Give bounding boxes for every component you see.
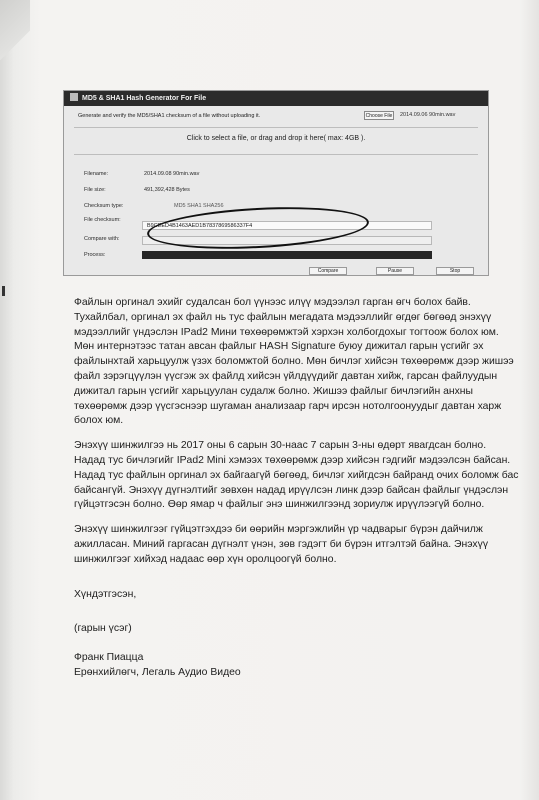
tool-description: Generate and verify the MD5/SHA1 checksum of a file without uploading it.	[78, 113, 261, 119]
filesize-label: File size:	[84, 187, 106, 193]
filename-value: 2014.09.08 90min.wav	[144, 171, 200, 177]
file-drop-zone[interactable]	[74, 127, 478, 155]
signature-placeholder: (гарын үсэг)	[74, 623, 132, 635]
compare-label: Compare with:	[84, 236, 120, 242]
paragraph-metadata: Файлын оргинал эхийг судалсан бол үүнээс илүү мэдээлэл гарган өгч болох байв. Тухайлбал, оргинал эх файл нь тус файлын мегадата мэдээллийг өгдөг бөгөөд энэхүү мэдээллийг үндэслэн IPad2 Мини төхөөрөмжтэй хэрхэн холбогдохыг тогтоож болох юм. Мөн интернэтээс татан авсан файлыг HASH Signature буюу дижитал гарын үсгийг эх файлынхтай харьцуулж үзэх боломжтой болно. Мөн бичлэг хийсэн төхөөрөмж дээр жишээ файл зэрэгцүүлэн үүсгэж эх файлд хийсэн үйлдүүдийг давтан хийж, гарсан файлуудын дижитал гарын үсгийг харьцуулан судалж болно. Жишээ файлыг бичлэгийн анхны төхөөрөмж дээр үүсгэснээр шугаман анализаар гарч ирсэн нотолгоонуудыг давтан харж болох юм.	[74, 297, 514, 427]
drop-hint: Click to select a file, or drag and drop it here( max: 4GB ).	[186, 135, 366, 142]
stop-button[interactable]: Stop	[436, 267, 474, 275]
hash-tool-screenshot	[63, 90, 489, 276]
choose-file-button[interactable]: Choose File	[365, 113, 393, 119]
process-label: Process:	[84, 252, 106, 258]
signer-title: Ерөнхийлөгч, Легаль Аудио Видео	[74, 666, 241, 678]
pause-button[interactable]: Pause	[376, 267, 414, 275]
window-title: MD5 & SHA1 Hash Generator For File	[82, 95, 207, 102]
file-checksum-label: File checksum:	[84, 217, 121, 223]
letter-body	[74, 296, 520, 681]
compare-button[interactable]: Compare	[309, 267, 347, 275]
window-title-bar	[64, 91, 488, 106]
closing: Хүндэтгэсэн,	[74, 588, 137, 600]
process-progress-bar	[142, 251, 432, 259]
margin-mark	[2, 286, 5, 296]
checksum-type-label: Checksum type:	[84, 203, 124, 209]
hand-drawn-circle	[146, 202, 370, 254]
file-checksum-field[interactable]: B9CEED4B1463AED1B7837869586337F4	[142, 221, 432, 230]
app-icon	[70, 93, 78, 101]
filesize-value: 491,392,428 Bytes	[144, 187, 190, 193]
progress-fill	[142, 251, 432, 259]
paragraph-analysis-scope: Энэхүү шинжилгээ нь 2017 оны 6 сарын 30-наас 7 сарын 3-ны өдөрт явагдсан болно. Надад тус бичлэгийг IPad2 Mini хэмээх төхөөрөмж дээр хийсэн гэдгийг мэдээлсэн байсан. Надад тус файлын оргинал эх байгаагүй бөгөөд, бичлэг хийгдсэн байранд очих боломж бас байсангүй. Энэхүү дүгнэлтийг зөвхөн надад ирүүлсэн линк дээр байсан файлыг үндэслэн гүйцэтгэсэн болно. Өөр ямар ч файлыг энэ шинжилгээнд зориулж ирүүлээгүй болно.	[74, 440, 519, 511]
chosen-file-name: 2014.09.06 90min.wav	[400, 112, 456, 118]
paragraph-attestation: Энэхүү шинжилгээг гүйцэтгэхдээ би өөрийн мэргэжлийн үр чадварыг бүрэн дайчилж ажилласан. Миний гаргасан дүгнэлт үнэн, зөв гэдэгт би бүрэн итгэлтэй байна. Энэхүү шинжилгээг хийхэд надаас өөр хүн оролцоогүй болно.	[74, 524, 489, 565]
page-fold-shadow	[0, 0, 30, 70]
checksum-type-options[interactable]: MD5 SHA1 SHA256	[174, 203, 224, 209]
filename-label: Filename:	[84, 171, 109, 177]
signer-name: Франк Пиацца	[74, 652, 144, 664]
